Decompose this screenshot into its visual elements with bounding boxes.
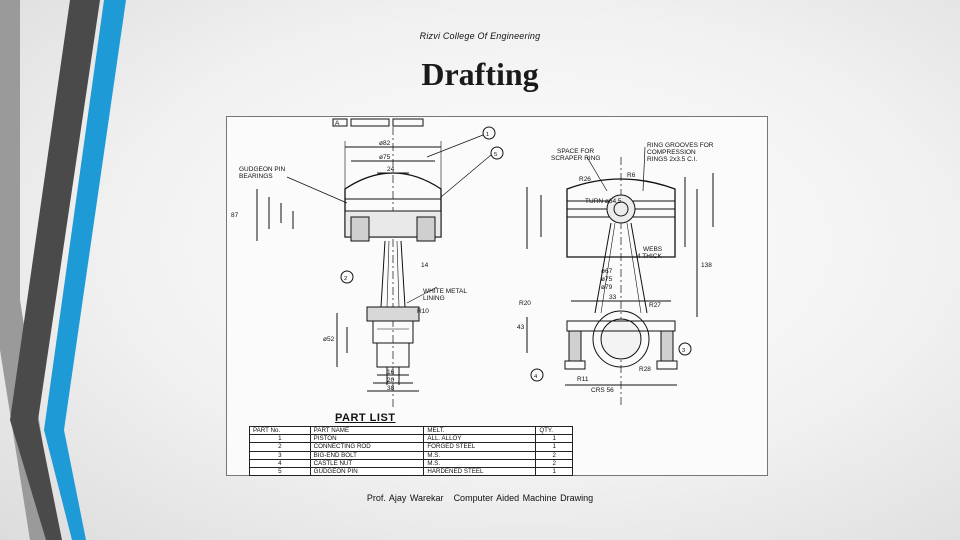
cell-part-name: CASTLE NUT bbox=[310, 459, 424, 467]
label-scraper-ring: SCRAPER RING bbox=[551, 155, 601, 162]
label-space-for: SPACE FOR bbox=[557, 148, 595, 155]
dim-r27: R27 bbox=[649, 302, 661, 309]
cell-part-no: 4 bbox=[250, 459, 311, 467]
footer-author: Prof. Ajay Warekar bbox=[366, 493, 444, 503]
footer bbox=[0, 493, 960, 503]
col-material: MELT. bbox=[424, 427, 536, 435]
dim-43: 43 bbox=[517, 324, 525, 331]
dim-24: 24 bbox=[387, 166, 395, 173]
page-title: Drafting bbox=[421, 56, 539, 92]
cell-material: FORGED STEEL bbox=[424, 443, 536, 451]
cell-qty: 1 bbox=[536, 468, 573, 476]
cell-part-name: GUDGEON PIN bbox=[310, 468, 424, 476]
dim-r10: R10 bbox=[417, 308, 429, 315]
table-row bbox=[250, 459, 573, 467]
dim-r20: R20 bbox=[519, 300, 531, 307]
dim-r11: R11 bbox=[577, 376, 589, 383]
cell-part-no: 1 bbox=[250, 435, 311, 443]
label-ring-grooves: RING GROOVES FOR bbox=[647, 142, 714, 149]
part-list-title: PART LIST bbox=[335, 412, 396, 424]
label-webs: WEBS bbox=[643, 246, 663, 253]
callout-4: 4 bbox=[534, 374, 538, 380]
dim-20: 20 bbox=[387, 377, 395, 384]
dim-phi82: ø82 bbox=[379, 140, 391, 147]
cell-material: HARDENED STEEL bbox=[424, 468, 536, 476]
table-row bbox=[250, 468, 573, 476]
engineering-drawing bbox=[226, 116, 768, 476]
label-rings: RINGS 2x3.5 C.I. bbox=[647, 156, 698, 163]
label-bearings: BEARINGS bbox=[239, 173, 273, 180]
label-gudgeon-pin: GUDGEON PIN bbox=[239, 166, 286, 173]
label-lining: LINING bbox=[423, 295, 445, 302]
dim-14: 14 bbox=[421, 262, 429, 269]
footer-course: Computer Aided Machine Drawing bbox=[453, 493, 594, 503]
cell-qty: 2 bbox=[536, 451, 573, 459]
cell-qty: 1 bbox=[536, 443, 573, 451]
dim-r28: R28 bbox=[639, 366, 651, 373]
dim-phi75: ø75 bbox=[379, 154, 391, 161]
table-header-row bbox=[250, 427, 573, 435]
cell-part-no: 3 bbox=[250, 451, 311, 459]
cell-material: ALL. ALLOY bbox=[424, 435, 536, 443]
college-name: Rizvi College Of Engineering bbox=[419, 31, 541, 41]
dim-phi75b: ø75 bbox=[601, 276, 613, 283]
dim-phi67: ø67 bbox=[601, 268, 613, 275]
dim-16: 16 bbox=[387, 369, 395, 376]
table-row bbox=[250, 435, 573, 443]
datum-marker-a: A bbox=[335, 120, 340, 127]
cell-qty: 1 bbox=[536, 435, 573, 443]
drawing-canvas bbox=[227, 117, 769, 477]
col-qty: QTY. bbox=[536, 427, 573, 435]
label-4-thick: 4 THICK bbox=[637, 253, 662, 260]
cell-part-name: BIG-END BOLT bbox=[310, 451, 424, 459]
dim-r26: R26 bbox=[579, 176, 591, 183]
label-turn: TURN ø64.5 bbox=[585, 198, 622, 205]
callout-1: 1 bbox=[486, 132, 490, 138]
dim-crs56: CRS 56 bbox=[591, 387, 614, 394]
callout-3: 3 bbox=[682, 348, 686, 354]
dim-phi52: ø52 bbox=[323, 336, 335, 343]
table-row bbox=[250, 443, 573, 451]
dim-phi79: ø79 bbox=[601, 284, 613, 291]
cell-part-name: CONNECTING ROD bbox=[310, 443, 424, 451]
cell-part-no: 2 bbox=[250, 443, 311, 451]
cell-material: M.S. bbox=[424, 451, 536, 459]
dim-r6: R6 bbox=[627, 172, 636, 179]
cell-material: M.S. bbox=[424, 459, 536, 467]
table-row bbox=[250, 451, 573, 459]
callout-5: 5 bbox=[494, 152, 498, 158]
label-white-metal: WHITE METAL bbox=[423, 288, 467, 295]
part-list-table bbox=[249, 426, 573, 476]
dim-87: 87 bbox=[231, 212, 239, 219]
cell-qty: 2 bbox=[536, 459, 573, 467]
dim-33: 33 bbox=[609, 294, 617, 301]
label-compression: COMPRESSION bbox=[647, 149, 696, 156]
cell-part-no: 5 bbox=[250, 468, 311, 476]
dim-38: 38 bbox=[387, 385, 395, 392]
callout-2: 2 bbox=[344, 276, 348, 282]
col-part-name: PART NAME bbox=[310, 427, 424, 435]
cell-part-name: PISTON bbox=[310, 435, 424, 443]
col-part-no: PART No. bbox=[250, 427, 311, 435]
dim-138: 138 bbox=[701, 262, 712, 269]
